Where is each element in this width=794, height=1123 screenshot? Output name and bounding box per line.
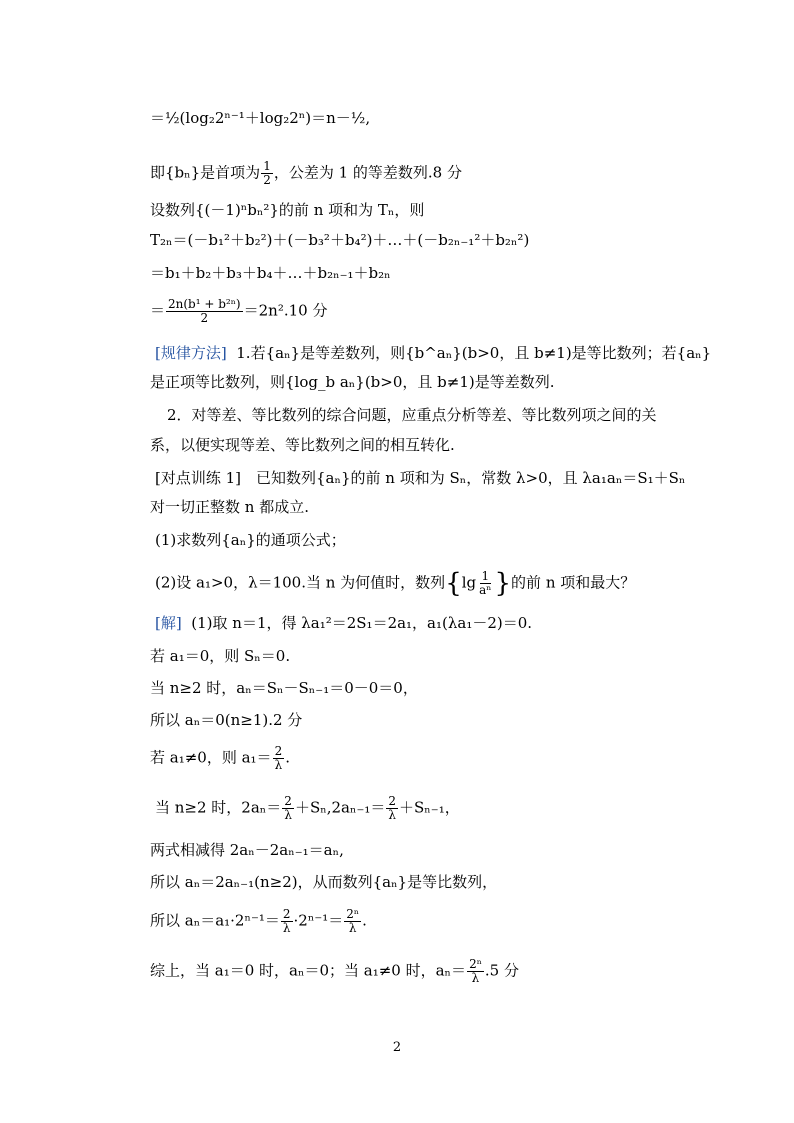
line-17: 当 n≥2 时，aₙ＝Sₙ－Sₙ₋₁＝0－0＝0，: [150, 679, 418, 697]
fraction-2-over-lambda: $\frac{2}{\lambda}$: [274, 744, 283, 772]
line-24: 综上，当 a₁＝0 时，aₙ＝0；当 a₁≠0 时，aₙ＝ $\frac{\text{2ⁿ}}{\lambda}$ .5 分: [150, 957, 519, 985]
fraction-e: $\frac{\text{2ⁿ}}{\lambda}$: [469, 957, 482, 985]
line-7: [规律方法] 1.若{aₙ}是等差数列，则{b^aₙ}(b>0，且 b≠1)是等比数列；若{aₙ}: [155, 344, 712, 362]
line-10: 系，以便实现等差、等比数列之间的相互转化.: [150, 436, 455, 454]
line-11: [对点训练 1] 已知数列{aₙ}的前 n 项和为 Sₙ，常数 λ>0，且 λa₁aₙ＝S₁＋Sₙ: [155, 469, 686, 487]
line-21: 两式相减得 2aₙ－2aₙ₋₁＝aₙ,: [150, 841, 344, 859]
line-12: 对一切正整数 n 都成立.: [150, 498, 309, 516]
line-14: (2)设 a₁>0，λ＝100.当 n 为何值时，数列{lg $\frac{1}{\text{aⁿ}}$ }的前 n 项和最大？: [155, 568, 636, 599]
fraction-b: $\frac{2}{\lambda}$: [388, 794, 397, 822]
line-15: [解] (1)取 n＝1，得 λa₁²＝2S₁＝2a₁，a₁(λa₁－2)＝0.: [155, 614, 533, 632]
fraction-half: $\frac{1}{2}$: [263, 159, 271, 187]
line-20: 当 n≥2 时，2aₙ＝ $\frac{2}{\lambda}$ ＋Sₙ,2aₙ₋₁＝ $\frac{2}{\lambda}$ ＋Sₙ₋₁，: [155, 794, 460, 822]
solution-tag: [解]: [155, 614, 182, 632]
method-tag: [规律方法]: [155, 344, 227, 362]
line-13: (1)求数列{aₙ}的通项公式；: [155, 531, 346, 549]
line-19: 若 a₁≠0，则 a₁＝ $\frac{2}{\lambda}$ .: [150, 744, 290, 772]
line-3: 设数列{(－1)ⁿbₙ²}的前 n 项和为 Tₙ，则: [150, 201, 425, 219]
line-16: 若 a₁＝0，则 Sₙ＝0.: [150, 647, 291, 665]
fraction-d: $\frac{\text{2ⁿ}}{\lambda}$: [346, 907, 360, 935]
line-2-text-a: 即{bₙ}是首项为: [150, 163, 261, 182]
fraction-lg: $\frac{1}{\text{aⁿ}}$: [479, 569, 492, 597]
fraction-a: $\frac{2}{\lambda}$: [284, 794, 292, 822]
line-9: 2．对等差、等比数列的综合问题，应重点分析等差、等比数列项之间的关: [167, 406, 657, 424]
line-23: 所以 aₙ＝a₁·2ⁿ⁻¹＝ $\frac{2}{\lambda}$ ·2ⁿ⁻¹＝ $\frac{\text{2ⁿ}}{\lambda}$ .: [150, 907, 367, 935]
line-8: 是正项等比数列，则{log_b aₙ}(b>0，且 b≠1)是等差数列.: [150, 373, 555, 391]
line-6: ＝ $\frac{\text{2n(b¹ + b²ⁿ)}}{2}$ ＝2n².10 分: [150, 297, 328, 325]
line-2: [150, 160, 462, 187]
fraction-sum: $\frac{\text{2n(b¹ + b²ⁿ)}}{2}$: [168, 297, 241, 325]
line-1: ＝½(log₂2ⁿ⁻¹＋log₂2ⁿ)＝n－½,: [150, 109, 371, 127]
line-22: 所以 aₙ＝2aₙ₋₁(n≥2)，从而数列{aₙ}是等比数列，: [150, 873, 498, 891]
line-6-text: ＝2n².10 分: [243, 301, 328, 320]
line-2-text-b: ，公差为 1 的等差数列.8 分: [273, 163, 462, 182]
line-4: T₂ₙ＝(－b₁²＋b₂²)＋(－b₃²＋b₄²)＋…＋(－b₂ₙ₋₁²＋b₂ₙ²): [150, 231, 530, 249]
line-5: ＝b₁＋b₂＋b₃＋b₄＋…＋b₂ₙ₋₁＋b₂ₙ: [150, 264, 391, 282]
fraction-c: $\frac{2}{\lambda}$: [282, 907, 291, 935]
page-number: 2: [392, 1040, 402, 1055]
line-18: 所以 aₙ＝0(n≥1).2 分: [150, 711, 303, 729]
